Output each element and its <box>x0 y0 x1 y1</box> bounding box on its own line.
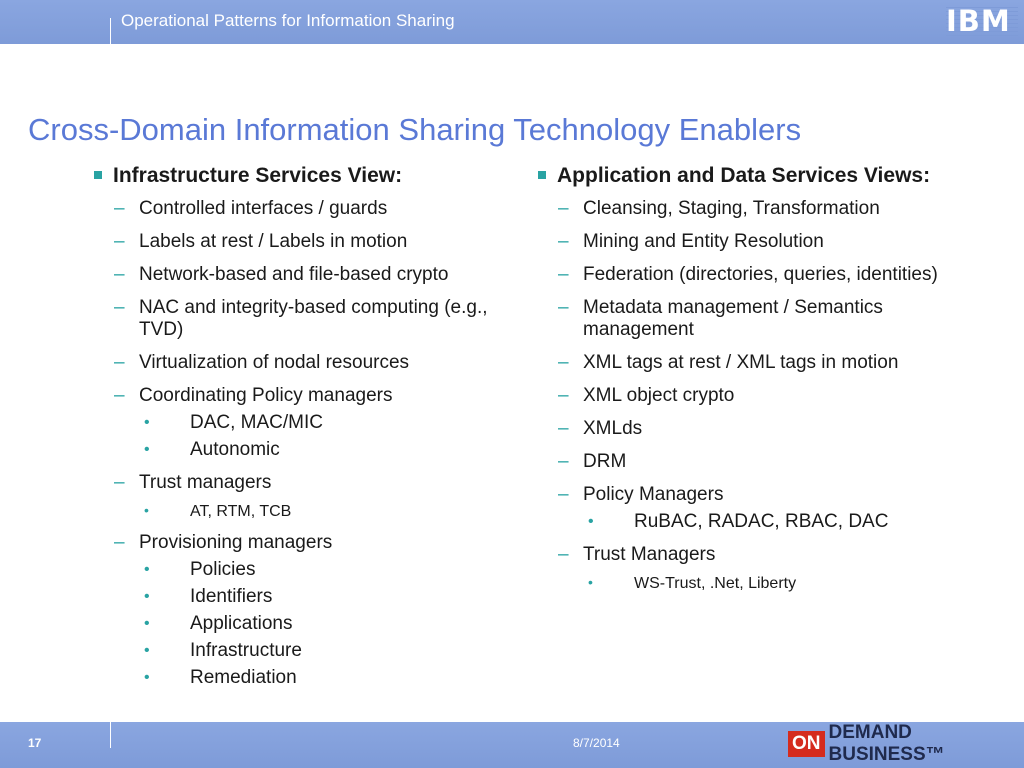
list-item <box>536 484 976 506</box>
list-item <box>92 297 492 341</box>
list-item <box>92 231 492 253</box>
sub-list-item-text: Autonomic <box>190 439 280 460</box>
dash-bullet-icon: – <box>558 297 569 318</box>
list-item-text: Trust Managers <box>583 544 716 565</box>
dot-bullet-icon: • <box>144 615 150 632</box>
dot-bullet-icon: • <box>588 574 593 590</box>
sub-list-item <box>92 613 492 635</box>
dash-bullet-icon: – <box>114 264 125 285</box>
list-item <box>92 385 492 407</box>
square-bullet-icon <box>94 171 102 179</box>
list-item-text: NAC and integrity-based computing (e.g., TVD) <box>139 297 488 340</box>
on-demand-business-logo <box>788 722 1024 765</box>
dot-bullet-icon: • <box>588 513 594 530</box>
list-item <box>92 472 492 494</box>
list-item-text: Controlled interfaces / guards <box>139 198 388 219</box>
brand-text: DEMAND BUSINESS™ <box>828 722 945 765</box>
list-item-text: XML object crypto <box>583 385 735 406</box>
list-item <box>92 532 492 554</box>
list-item-text: XML tags at rest / XML tags in motion <box>583 352 899 373</box>
list-item-text: Coordinating Policy managers <box>139 385 393 406</box>
ibm-logo-text: IBM <box>946 4 1011 38</box>
dash-bullet-icon: – <box>558 451 569 472</box>
list-item <box>536 264 976 286</box>
list-item-text: Provisioning managers <box>139 532 333 553</box>
dot-bullet-icon: • <box>144 414 150 431</box>
right-column <box>536 164 976 593</box>
slide-date: 8/7/2014 <box>573 736 620 750</box>
footer-bar <box>0 722 1024 768</box>
dash-bullet-icon: – <box>558 198 569 219</box>
left-heading: Infrastructure Services View: <box>113 164 403 187</box>
dash-bullet-icon: – <box>114 297 125 318</box>
sub-list-item-text: Applications <box>190 613 293 634</box>
dash-bullet-icon: – <box>114 472 125 493</box>
list-item <box>536 544 976 566</box>
sub-list-item <box>92 667 492 689</box>
list-item <box>536 198 976 220</box>
right-heading-item <box>536 164 976 187</box>
sub-list-item-text: AT, RTM, TCB <box>190 503 292 520</box>
sub-list-item <box>536 511 976 533</box>
slide-title: Cross-Domain Information Sharing Technology Enablers <box>28 112 802 147</box>
list-item-text: Federation (directories, queries, identities) <box>583 264 938 285</box>
dot-bullet-icon: • <box>144 561 150 578</box>
list-item-text: XMLds <box>583 418 643 439</box>
list-item-text: Labels at rest / Labels in motion <box>139 231 408 252</box>
sub-list-item <box>92 559 492 581</box>
footer-divider <box>110 722 111 748</box>
dash-bullet-icon: – <box>558 385 569 406</box>
sub-list-item-text: Infrastructure <box>190 640 302 661</box>
header-title: Operational Patterns for Information Sharing <box>121 11 455 30</box>
list-item <box>92 264 492 286</box>
sub-list-item <box>92 502 492 521</box>
dot-bullet-icon: • <box>144 502 149 518</box>
dash-bullet-icon: – <box>558 264 569 285</box>
list-item-text: Mining and Entity Resolution <box>583 231 824 252</box>
square-bullet-icon <box>538 171 546 179</box>
sub-list-item-text: Identifiers <box>190 586 273 607</box>
dash-bullet-icon: – <box>558 231 569 252</box>
list-item <box>92 198 492 220</box>
list-item-text: Metadata management / Semantics management <box>583 297 883 340</box>
dash-bullet-icon: – <box>558 544 569 565</box>
list-item-text: DRM <box>583 451 627 472</box>
right-heading: Application and Data Services Views: <box>557 164 931 187</box>
list-item <box>536 352 976 374</box>
list-item <box>536 451 976 473</box>
dot-bullet-icon: • <box>144 669 150 686</box>
sub-list-item-text: Policies <box>190 559 256 580</box>
dot-bullet-icon: • <box>144 588 150 605</box>
list-item <box>536 385 976 407</box>
sub-list-item-text: RuBAC, RADAC, RBAC, DAC <box>634 511 889 532</box>
left-column <box>92 164 492 689</box>
list-item-text: Virtualization of nodal resources <box>139 352 410 373</box>
dash-bullet-icon: – <box>114 352 125 373</box>
dash-bullet-icon: – <box>558 484 569 505</box>
dot-bullet-icon: • <box>144 441 150 458</box>
sub-list-item-text: WS-Trust, .Net, Liberty <box>634 575 797 592</box>
sub-list-item <box>92 640 492 662</box>
sub-list-item <box>92 439 492 461</box>
sub-list-item <box>92 586 492 608</box>
list-item-text: Trust managers <box>139 472 272 493</box>
list-item-text: Network-based and file-based crypto <box>139 264 449 285</box>
list-item-text: Cleansing, Staging, Transformation <box>583 198 880 219</box>
page-number: 17 <box>28 736 42 750</box>
header-divider <box>110 18 111 44</box>
list-item <box>536 231 976 253</box>
dash-bullet-icon: – <box>114 231 125 252</box>
brand-on: ON <box>788 731 825 757</box>
sub-list-item-text: DAC, MAC/MIC <box>190 412 323 433</box>
ibm-logo <box>946 4 1018 38</box>
dash-bullet-icon: – <box>114 532 125 553</box>
list-item <box>92 352 492 374</box>
list-item <box>536 297 976 341</box>
sub-list-item <box>92 412 492 434</box>
dash-bullet-icon: – <box>114 198 125 219</box>
sub-list-item <box>536 574 976 593</box>
dash-bullet-icon: – <box>114 385 125 406</box>
dash-bullet-icon: – <box>558 418 569 439</box>
list-item <box>536 418 976 440</box>
dot-bullet-icon: • <box>144 642 150 659</box>
header-bar <box>0 0 1024 44</box>
left-heading-item <box>92 164 492 187</box>
list-item-text: Policy Managers <box>583 484 724 505</box>
sub-list-item-text: Remediation <box>190 667 297 688</box>
dash-bullet-icon: – <box>558 352 569 373</box>
